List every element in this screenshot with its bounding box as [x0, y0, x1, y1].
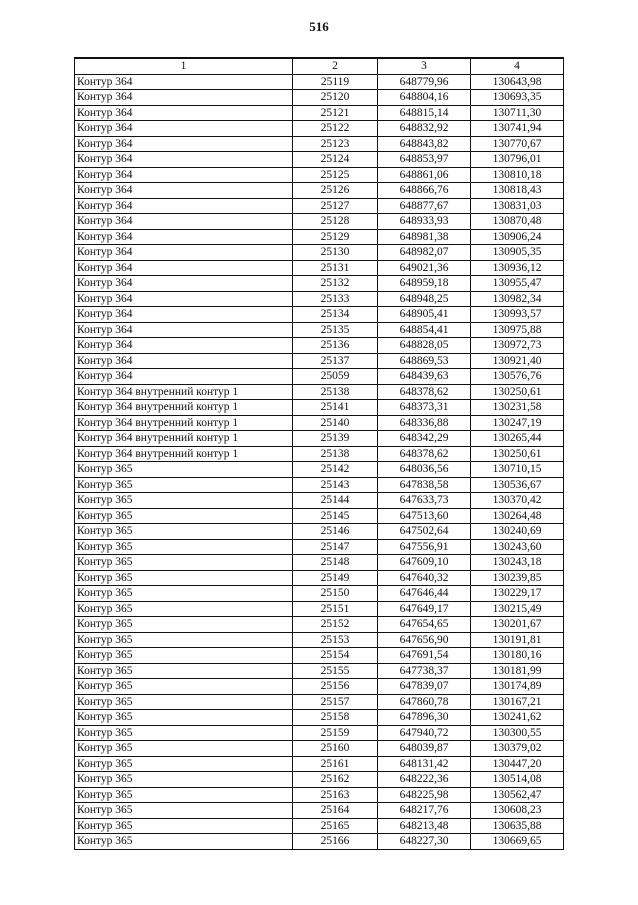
x-coordinate-cell: 648804,16	[378, 90, 471, 106]
table-row	[75, 245, 564, 261]
y-coordinate-cell: 130608,23	[471, 803, 564, 819]
contour-name-cell: Контур 364	[75, 260, 293, 276]
contour-name-cell: Контур 365	[75, 741, 293, 757]
x-coordinate-cell: 648227,30	[378, 834, 471, 850]
y-coordinate-cell: 130514,08	[471, 772, 564, 788]
point-number-cell: 25138	[293, 446, 378, 462]
y-coordinate-cell: 130240,69	[471, 524, 564, 540]
contour-name-cell: Контур 365	[75, 756, 293, 772]
table-row	[75, 477, 564, 493]
x-coordinate-cell: 648222,36	[378, 772, 471, 788]
y-coordinate-cell: 130975,88	[471, 322, 564, 338]
x-coordinate-cell: 647691,54	[378, 648, 471, 664]
x-coordinate-cell: 648378,62	[378, 446, 471, 462]
contour-name-cell: Контур 364	[75, 322, 293, 338]
page-number: 516	[309, 19, 329, 34]
point-number-cell: 25137	[293, 353, 378, 369]
y-coordinate-cell: 130264,48	[471, 508, 564, 524]
table-row	[75, 152, 564, 168]
y-coordinate-cell: 130711,30	[471, 105, 564, 121]
point-number-cell: 25147	[293, 539, 378, 555]
x-coordinate-cell: 648828,05	[378, 338, 471, 354]
table-row	[75, 384, 564, 400]
contour-name-cell: Контур 365	[75, 493, 293, 509]
contour-name-cell: Контур 365	[75, 570, 293, 586]
table-row	[75, 291, 564, 307]
y-coordinate-cell: 130167,21	[471, 694, 564, 710]
contour-name-cell: Контур 365	[75, 586, 293, 602]
table-row	[75, 462, 564, 478]
y-coordinate-cell: 130247,19	[471, 415, 564, 431]
contour-name-cell: Контур 364	[75, 90, 293, 106]
point-number-cell: 25129	[293, 229, 378, 245]
y-coordinate-cell: 130936,12	[471, 260, 564, 276]
table-body	[75, 74, 564, 849]
y-coordinate-cell: 130180,16	[471, 648, 564, 664]
y-coordinate-cell: 130215,49	[471, 601, 564, 617]
table-row	[75, 524, 564, 540]
x-coordinate-cell: 647513,60	[378, 508, 471, 524]
contour-name-cell: Контур 364	[75, 353, 293, 369]
contour-name-cell: Контур 365	[75, 679, 293, 695]
table-row	[75, 803, 564, 819]
y-coordinate-cell: 130576,76	[471, 369, 564, 385]
y-coordinate-cell: 130250,61	[471, 446, 564, 462]
contour-name-cell: Контур 364 внутренний контур 1	[75, 384, 293, 400]
point-number-cell: 25125	[293, 167, 378, 183]
contour-name-cell: Контур 365	[75, 508, 293, 524]
x-coordinate-cell: 648131,42	[378, 756, 471, 772]
y-coordinate-cell: 130770,67	[471, 136, 564, 152]
y-coordinate-cell: 130818,43	[471, 183, 564, 199]
point-number-cell: 25165	[293, 818, 378, 834]
y-coordinate-cell: 130906,24	[471, 229, 564, 245]
column-header-2: 2	[293, 58, 378, 74]
point-number-cell: 25132	[293, 276, 378, 292]
x-coordinate-cell: 647654,65	[378, 617, 471, 633]
table-row	[75, 276, 564, 292]
contour-name-cell: Контур 365	[75, 477, 293, 493]
table-row	[75, 493, 564, 509]
y-coordinate-cell: 130955,47	[471, 276, 564, 292]
point-number-cell: 25157	[293, 694, 378, 710]
y-coordinate-cell: 130810,18	[471, 167, 564, 183]
y-coordinate-cell: 130921,40	[471, 353, 564, 369]
table-row	[75, 90, 564, 106]
point-number-cell: 25138	[293, 384, 378, 400]
y-coordinate-cell: 130643,98	[471, 74, 564, 90]
table-row	[75, 818, 564, 834]
point-number-cell: 25142	[293, 462, 378, 478]
table-row	[75, 570, 564, 586]
table-row	[75, 353, 564, 369]
point-number-cell: 25143	[293, 477, 378, 493]
table-row	[75, 183, 564, 199]
contour-name-cell: Контур 364	[75, 338, 293, 354]
y-coordinate-cell: 130562,47	[471, 787, 564, 803]
x-coordinate-cell: 647502,64	[378, 524, 471, 540]
point-number-cell: 25163	[293, 787, 378, 803]
x-coordinate-cell: 648036,56	[378, 462, 471, 478]
point-number-cell: 25128	[293, 214, 378, 230]
table-row	[75, 787, 564, 803]
y-coordinate-cell: 130905,35	[471, 245, 564, 261]
y-coordinate-cell: 130693,35	[471, 90, 564, 106]
y-coordinate-cell: 130370,42	[471, 493, 564, 509]
contour-name-cell: Контур 364	[75, 245, 293, 261]
x-coordinate-cell: 648779,96	[378, 74, 471, 90]
x-coordinate-cell: 648948,25	[378, 291, 471, 307]
table-row	[75, 214, 564, 230]
contour-name-cell: Контур 364	[75, 369, 293, 385]
x-coordinate-cell: 648373,31	[378, 400, 471, 416]
point-number-cell: 25130	[293, 245, 378, 261]
point-number-cell: 25155	[293, 663, 378, 679]
point-number-cell: 25059	[293, 369, 378, 385]
table-row	[75, 756, 564, 772]
point-number-cell: 25136	[293, 338, 378, 354]
point-number-cell: 25134	[293, 307, 378, 323]
table-row	[75, 694, 564, 710]
contour-name-cell: Контур 364	[75, 276, 293, 292]
table-row	[75, 446, 564, 462]
x-coordinate-cell: 648225,98	[378, 787, 471, 803]
contour-name-cell: Контур 364	[75, 121, 293, 137]
point-number-cell: 25153	[293, 632, 378, 648]
y-coordinate-cell: 130635,88	[471, 818, 564, 834]
x-coordinate-cell: 648853,97	[378, 152, 471, 168]
point-number-cell: 25121	[293, 105, 378, 121]
contour-name-cell: Контур 364	[75, 152, 293, 168]
x-coordinate-cell: 649021,36	[378, 260, 471, 276]
point-number-cell: 25158	[293, 710, 378, 726]
table-row	[75, 632, 564, 648]
table-row	[75, 260, 564, 276]
column-header-3: 3	[378, 58, 471, 74]
contour-name-cell: Контур 364	[75, 198, 293, 214]
y-coordinate-cell: 130243,60	[471, 539, 564, 555]
x-coordinate-cell: 648039,87	[378, 741, 471, 757]
point-number-cell: 25122	[293, 121, 378, 137]
y-coordinate-cell: 130982,34	[471, 291, 564, 307]
y-coordinate-cell: 130300,55	[471, 725, 564, 741]
point-number-cell: 25133	[293, 291, 378, 307]
table-row	[75, 322, 564, 338]
table-row	[75, 508, 564, 524]
y-coordinate-cell: 130831,03	[471, 198, 564, 214]
table-row	[75, 415, 564, 431]
x-coordinate-cell: 647896,30	[378, 710, 471, 726]
point-number-cell: 25159	[293, 725, 378, 741]
x-coordinate-cell: 647839,07	[378, 679, 471, 695]
x-coordinate-cell: 648866,76	[378, 183, 471, 199]
contour-name-cell: Контур 364	[75, 229, 293, 245]
point-number-cell: 25152	[293, 617, 378, 633]
table-row	[75, 167, 564, 183]
x-coordinate-cell: 648336,88	[378, 415, 471, 431]
point-number-cell: 25150	[293, 586, 378, 602]
y-coordinate-cell: 130796,01	[471, 152, 564, 168]
x-coordinate-cell: 647633,73	[378, 493, 471, 509]
y-coordinate-cell: 130191,81	[471, 632, 564, 648]
contour-name-cell: Контур 364	[75, 214, 293, 230]
x-coordinate-cell: 648982,07	[378, 245, 471, 261]
contour-name-cell: Контур 365	[75, 617, 293, 633]
point-number-cell: 25162	[293, 772, 378, 788]
table-row	[75, 679, 564, 695]
table-row	[75, 74, 564, 90]
x-coordinate-cell: 647838,58	[378, 477, 471, 493]
contour-name-cell: Контур 364 внутренний контур 1	[75, 446, 293, 462]
y-coordinate-cell: 130536,67	[471, 477, 564, 493]
x-coordinate-cell: 647738,37	[378, 663, 471, 679]
point-number-cell: 25146	[293, 524, 378, 540]
point-number-cell: 25141	[293, 400, 378, 416]
point-number-cell: 25119	[293, 74, 378, 90]
contour-name-cell: Контур 365	[75, 787, 293, 803]
y-coordinate-cell: 130993,57	[471, 307, 564, 323]
point-number-cell: 25160	[293, 741, 378, 757]
y-coordinate-cell: 130201,67	[471, 617, 564, 633]
table-row	[75, 555, 564, 571]
contour-name-cell: Контур 365	[75, 601, 293, 617]
table-row	[75, 105, 564, 121]
contour-name-cell: Контур 365	[75, 524, 293, 540]
point-number-cell: 25166	[293, 834, 378, 850]
x-coordinate-cell: 647646,44	[378, 586, 471, 602]
x-coordinate-cell: 647860,78	[378, 694, 471, 710]
x-coordinate-cell: 648217,76	[378, 803, 471, 819]
contour-name-cell: Контур 364	[75, 136, 293, 152]
contour-name-cell: Контур 365	[75, 539, 293, 555]
x-coordinate-cell: 648815,14	[378, 105, 471, 121]
table-row	[75, 617, 564, 633]
point-number-cell: 25144	[293, 493, 378, 509]
contour-name-cell: Контур 365	[75, 632, 293, 648]
point-number-cell: 25154	[293, 648, 378, 664]
contour-name-cell: Контур 365	[75, 834, 293, 850]
table-row	[75, 539, 564, 555]
table-row	[75, 725, 564, 741]
contour-name-cell: Контур 364	[75, 291, 293, 307]
x-coordinate-cell: 648861,06	[378, 167, 471, 183]
table-header-row	[75, 58, 564, 74]
y-coordinate-cell: 130447,20	[471, 756, 564, 772]
table-row	[75, 710, 564, 726]
contour-name-cell: Контур 365	[75, 663, 293, 679]
x-coordinate-cell: 648378,62	[378, 384, 471, 400]
point-number-cell: 25135	[293, 322, 378, 338]
table-row	[75, 586, 564, 602]
point-number-cell: 25123	[293, 136, 378, 152]
contour-name-cell: Контур 364 внутренний контур 1	[75, 431, 293, 447]
point-number-cell: 25148	[293, 555, 378, 571]
point-number-cell: 25139	[293, 431, 378, 447]
contour-name-cell: Контур 364	[75, 74, 293, 90]
y-coordinate-cell: 130181,99	[471, 663, 564, 679]
x-coordinate-cell: 647649,17	[378, 601, 471, 617]
y-coordinate-cell: 130174,89	[471, 679, 564, 695]
table-row	[75, 834, 564, 850]
y-coordinate-cell: 130231,58	[471, 400, 564, 416]
point-number-cell: 25120	[293, 90, 378, 106]
point-number-cell: 25164	[293, 803, 378, 819]
contour-name-cell: Контур 365	[75, 710, 293, 726]
y-coordinate-cell: 130741,94	[471, 121, 564, 137]
x-coordinate-cell: 648342,29	[378, 431, 471, 447]
y-coordinate-cell: 130265,44	[471, 431, 564, 447]
x-coordinate-cell: 648213,48	[378, 818, 471, 834]
y-coordinate-cell: 130870,48	[471, 214, 564, 230]
y-coordinate-cell: 130241,62	[471, 710, 564, 726]
table-row	[75, 648, 564, 664]
x-coordinate-cell: 647940,72	[378, 725, 471, 741]
y-coordinate-cell: 130669,65	[471, 834, 564, 850]
point-number-cell: 25145	[293, 508, 378, 524]
column-header-4: 4	[471, 58, 564, 74]
table-row	[75, 198, 564, 214]
contour-name-cell: Контур 365	[75, 725, 293, 741]
contour-name-cell: Контур 365	[75, 818, 293, 834]
point-number-cell: 25126	[293, 183, 378, 199]
x-coordinate-cell: 648905,41	[378, 307, 471, 323]
point-number-cell: 25140	[293, 415, 378, 431]
table-row	[75, 772, 564, 788]
y-coordinate-cell: 130239,85	[471, 570, 564, 586]
column-header-1: 1	[75, 58, 293, 74]
point-number-cell: 25151	[293, 601, 378, 617]
x-coordinate-cell: 648877,67	[378, 198, 471, 214]
x-coordinate-cell: 648981,38	[378, 229, 471, 245]
point-number-cell: 25156	[293, 679, 378, 695]
x-coordinate-cell: 648933,93	[378, 214, 471, 230]
contour-name-cell: Контур 365	[75, 462, 293, 478]
table-row	[75, 136, 564, 152]
x-coordinate-cell: 648439,63	[378, 369, 471, 385]
x-coordinate-cell: 648832,92	[378, 121, 471, 137]
y-coordinate-cell: 130250,61	[471, 384, 564, 400]
contour-name-cell: Контур 364	[75, 167, 293, 183]
x-coordinate-cell: 647640,32	[378, 570, 471, 586]
point-number-cell: 25124	[293, 152, 378, 168]
table-row	[75, 431, 564, 447]
point-number-cell: 25149	[293, 570, 378, 586]
y-coordinate-cell: 130972,73	[471, 338, 564, 354]
contour-name-cell: Контур 365	[75, 694, 293, 710]
x-coordinate-cell: 648843,82	[378, 136, 471, 152]
x-coordinate-cell: 647609,10	[378, 555, 471, 571]
contour-name-cell: Контур 365	[75, 648, 293, 664]
contour-name-cell: Контур 364	[75, 307, 293, 323]
x-coordinate-cell: 647556,91	[378, 539, 471, 555]
point-number-cell: 25161	[293, 756, 378, 772]
y-coordinate-cell: 130229,17	[471, 586, 564, 602]
coordinates-table	[74, 57, 564, 850]
table-row	[75, 601, 564, 617]
table-row	[75, 741, 564, 757]
table-row	[75, 663, 564, 679]
contour-name-cell: Контур 364	[75, 105, 293, 121]
y-coordinate-cell: 130710,15	[471, 462, 564, 478]
x-coordinate-cell: 648869,53	[378, 353, 471, 369]
point-number-cell: 25131	[293, 260, 378, 276]
contour-name-cell: Контур 365	[75, 555, 293, 571]
table-row	[75, 121, 564, 137]
contour-name-cell: Контур 365	[75, 803, 293, 819]
x-coordinate-cell: 648959,18	[378, 276, 471, 292]
table-row	[75, 307, 564, 323]
y-coordinate-cell: 130379,02	[471, 741, 564, 757]
x-coordinate-cell: 647656,90	[378, 632, 471, 648]
contour-name-cell: Контур 364 внутренний контур 1	[75, 400, 293, 416]
contour-name-cell: Контур 364	[75, 183, 293, 199]
point-number-cell: 25127	[293, 198, 378, 214]
table-row	[75, 369, 564, 385]
contour-name-cell: Контур 365	[75, 772, 293, 788]
contour-name-cell: Контур 364 внутренний контур 1	[75, 415, 293, 431]
y-coordinate-cell: 130243,18	[471, 555, 564, 571]
table-row	[75, 338, 564, 354]
table-row	[75, 400, 564, 416]
x-coordinate-cell: 648854,41	[378, 322, 471, 338]
table-row	[75, 229, 564, 245]
